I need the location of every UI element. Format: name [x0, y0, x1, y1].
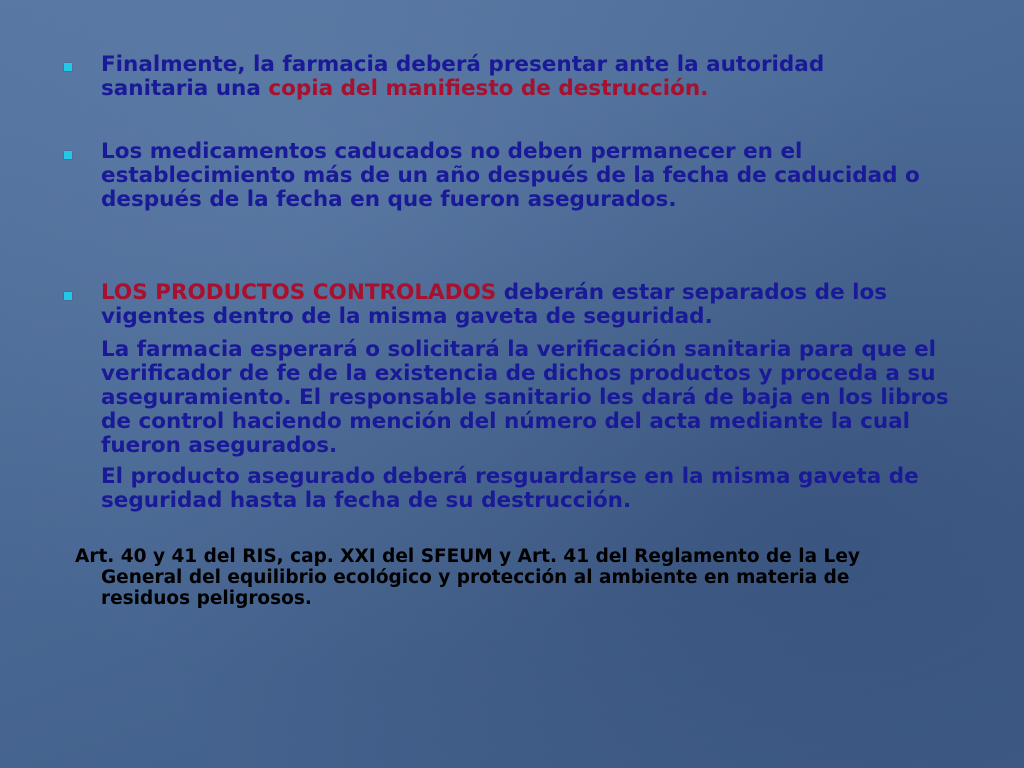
- bullet-item-caducados: [101, 140, 961, 212]
- bullet-item-manifiesto: [101, 53, 901, 101]
- square-bullet-icon: [64, 63, 72, 71]
- paragraph-text: La farmacia esperará o solicitará la verificación sanitaria para que el verificador de fe de la existencia de dichos productos y proceda a su aseguramiento. El responsable sanitario les dará de baja en los libros de control haciendo mención del número del acta mediante la cual fueron asegurados.: [101, 337, 949, 458]
- bullet-text-end: .: [700, 76, 709, 101]
- bullet-text: deberán estar separados de los vigentes dentro de la misma gaveta de seguridad.: [101, 280, 888, 329]
- reference-line-1: Art. 40 y 41 del RIS, cap. XXI del SFEUM y Art. 41 del Reglamento de la Ley: [75, 546, 860, 567]
- square-bullet-icon: [64, 292, 72, 300]
- highlight-text: LOS PRODUCTOS CONTROLADOS: [101, 280, 497, 305]
- bullet-text: Los medicamentos caducados no deben permanecer en el establecimiento más de un año después de la fecha de caducidad o después de la fecha en que fueron asegurados.: [101, 139, 920, 212]
- highlight-text: copia del manifiesto de destrucción: [268, 76, 701, 101]
- reference-continuation: General del equilibrio ecológico y protección al ambiente en materia de residuos peligrosos.: [101, 567, 850, 609]
- legal-reference: [75, 546, 975, 609]
- square-bullet-icon: [64, 151, 72, 159]
- paragraph-text: El producto asegurado deberá resguardarse en la misma gaveta de seguridad hasta la fecha de su destrucción.: [101, 464, 919, 513]
- bullet-text: Finalmente, la farmacia deberá presentar ante la autoridad sanitaria una: [101, 52, 825, 101]
- bullet-item-controlados: [101, 281, 961, 329]
- paragraph-resguardo: [101, 465, 971, 513]
- paragraph-verificacion: [101, 338, 971, 458]
